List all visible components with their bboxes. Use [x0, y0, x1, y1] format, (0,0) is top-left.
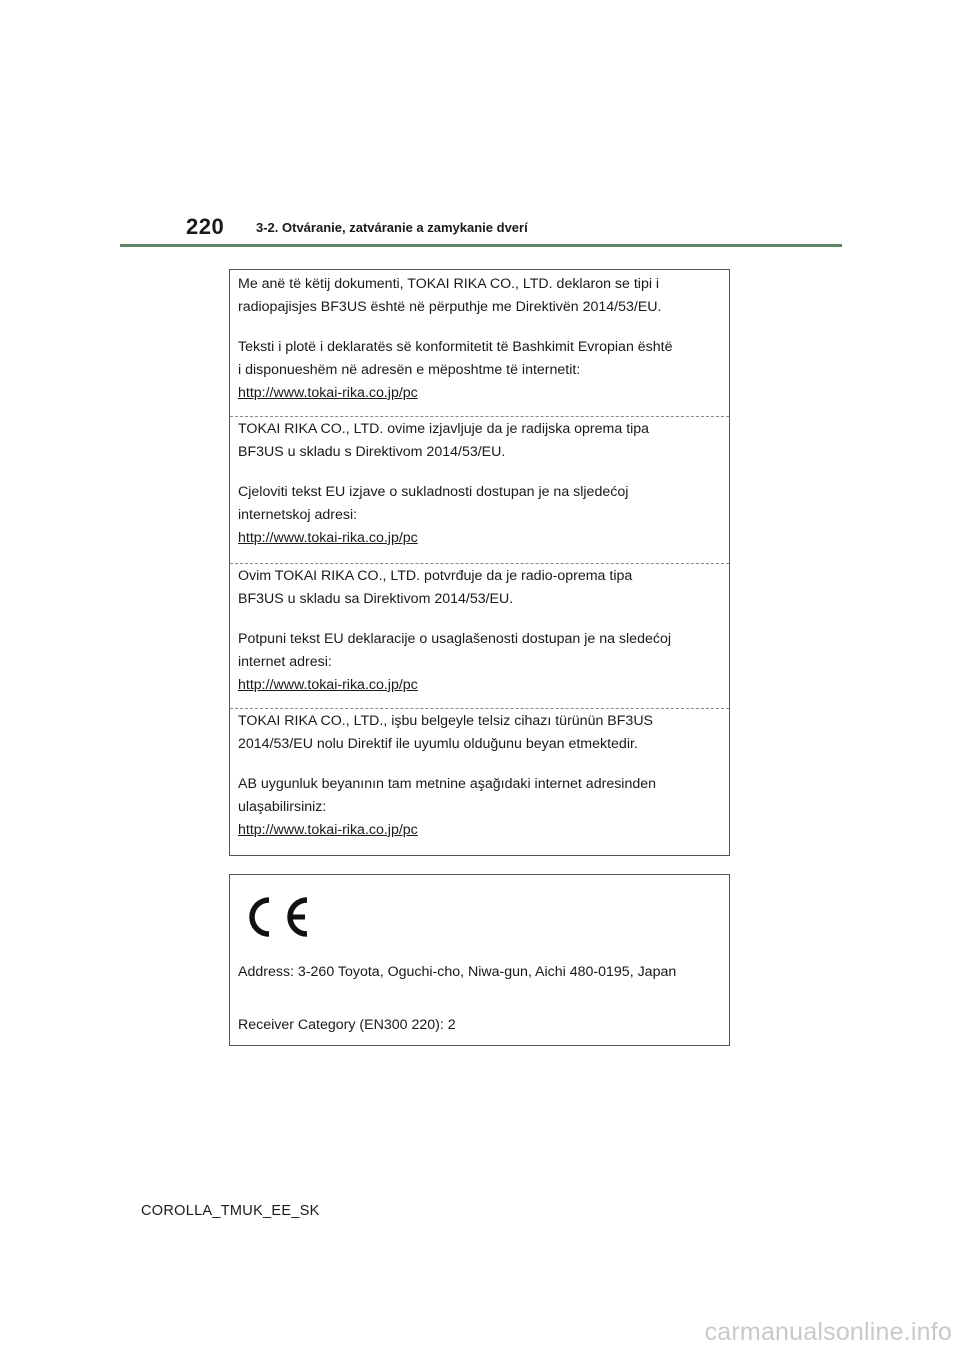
manufacturer-address: Address: 3-260 Toyota, Oguchi-cho, Niwa-gun, Aichi 480-0195, Japan	[238, 964, 677, 980]
availability-line: AB uygunluk beyanının tam metnine aşağıdaki internet adresinden	[238, 776, 657, 792]
page-number: 220	[186, 214, 225, 239]
availability-line: Potpuni tekst EU deklaracije o usaglašenosti dostupan je na sledećoj	[238, 631, 671, 647]
declaration-serbian	[230, 565, 729, 697]
declaration-link[interactable]: http://www.tokai-rika.co.jp/pc	[238, 677, 418, 693]
availability-line: ulaşabilirsiniz:	[238, 799, 327, 815]
statement-line: 2014/53/EU nolu Direktif ile uyumlu olduğunu beyan etmektedir.	[238, 736, 638, 752]
declarations-box	[229, 269, 730, 856]
declaration-albanian	[230, 273, 729, 405]
declaration-link[interactable]: http://www.tokai-rika.co.jp/pc	[238, 385, 418, 401]
statement-line: Ovim TOKAI RIKA CO., LTD. potvrđuje da je radio-oprema tipa	[238, 568, 633, 584]
declaration-croatian	[230, 418, 729, 550]
availability-line: Teksti i plotë i deklaratës së konformitetit të Bashkimit Evropian është	[238, 339, 673, 355]
declaration-link[interactable]: http://www.tokai-rika.co.jp/pc	[238, 530, 418, 546]
availability-line: internetskoj adresi:	[238, 507, 358, 523]
statement-line: TOKAI RIKA CO., LTD., işbu belgeyle telsiz cihazı türünün BF3US	[238, 713, 654, 729]
document-code: COROLLA_TMUK_EE_SK	[141, 1203, 320, 1219]
header-rule	[120, 244, 842, 247]
section-separator	[230, 563, 729, 564]
statement-line: TOKAI RIKA CO., LTD. ovime izjavljuje da je radijska oprema tipa	[238, 421, 650, 437]
statement-line: Me anë të këtij dokumenti, TOKAI RIKA CO., LTD. deklaron se tipi i	[238, 276, 660, 292]
statement-line: radiopajisjes BF3US është në përputhje me Direktivën 2014/53/EU.	[238, 299, 662, 315]
section-title: 3-2. Otváranie, zatváranie a zamykanie dverí	[256, 220, 528, 235]
statement-line: BF3US u skladu sa Direktivom 2014/53/EU.	[238, 591, 514, 607]
watermark: carmanualsonline.info	[704, 1318, 952, 1346]
receiver-category: Receiver Category (EN300 220): 2	[238, 1017, 456, 1033]
ce-box	[229, 874, 730, 1046]
ce-mark-icon	[245, 895, 313, 939]
availability-line: internet adresi:	[238, 654, 332, 670]
section-separator	[230, 416, 729, 417]
declaration-link[interactable]: http://www.tokai-rika.co.jp/pc	[238, 822, 418, 838]
statement-line: BF3US u skladu s Direktivom 2014/53/EU.	[238, 444, 506, 460]
section-separator	[230, 708, 729, 709]
availability-line: Cjeloviti tekst EU izjave o sukladnosti dostupan je na sljedećoj	[238, 484, 629, 500]
declaration-turkish	[230, 710, 729, 842]
availability-line: i disponueshëm në adresën e mëposhtme të internetit:	[238, 362, 581, 378]
